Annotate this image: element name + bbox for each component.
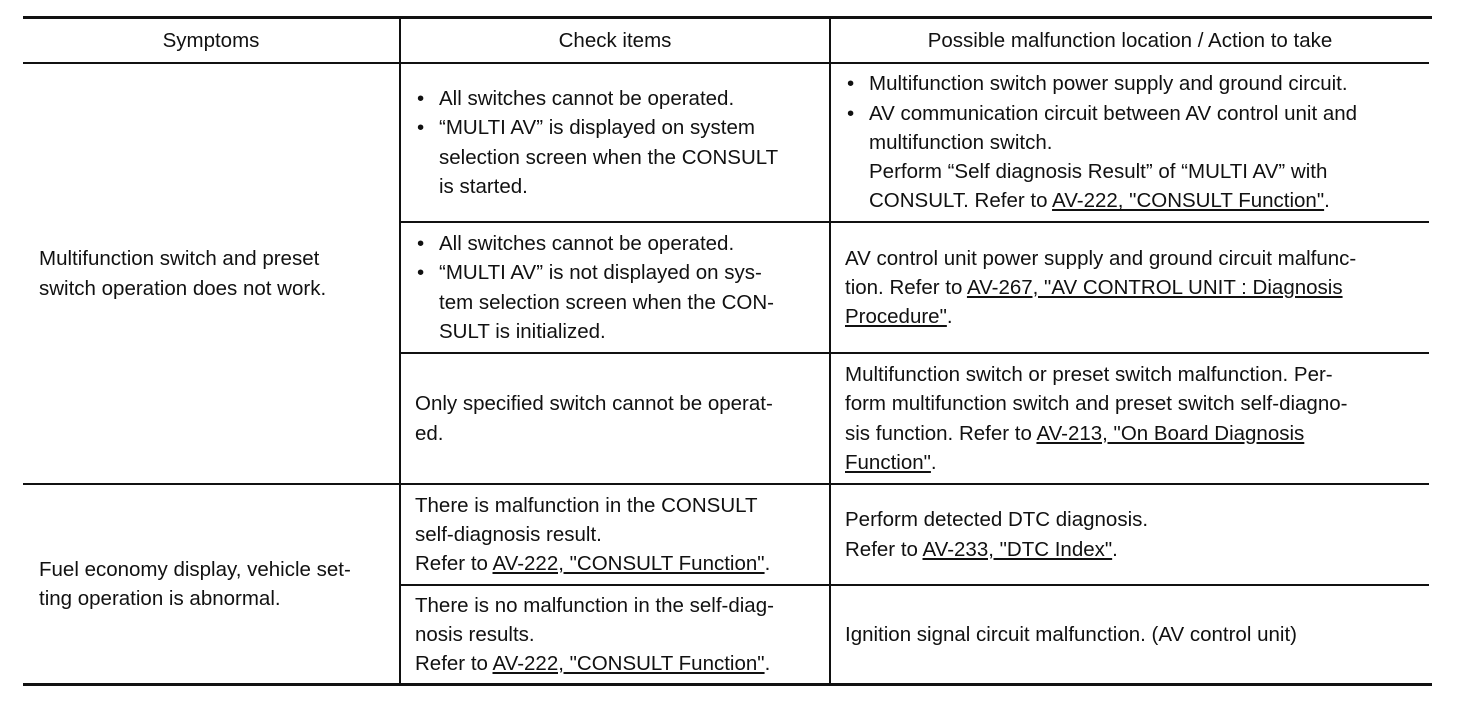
symptom-line: ting operation is abnormal. <box>39 587 281 610</box>
symptom-cell <box>23 64 399 483</box>
check-cell <box>401 354 829 483</box>
action-bullet-list <box>845 69 1429 215</box>
bullet-item: • AV communication circuit between AV control unit and multifunction switch. Perform “Self diagnosis Result” of “MULTI AV” with CONSULT. Refer to AV-222, "CONSULT Function". <box>845 99 1429 216</box>
reference-link[interactable]: AV-267, "AV CONTROL UNIT : Diagnosis <box>966 275 1343 299</box>
action-line: AV control unit power supply and ground circuit malfunc- <box>845 246 1357 270</box>
check-line: Refer to AV-222, "CONSULT Function". <box>415 652 771 676</box>
action-cell <box>831 64 1429 221</box>
action-line: Procedure". <box>845 305 953 329</box>
check-line: ed. <box>415 421 444 445</box>
header-action <box>831 19 1429 62</box>
reference-link[interactable]: AV-222, "CONSULT Function" <box>492 552 765 576</box>
header-action-text: Possible malfunction location / Action to take <box>927 28 1333 52</box>
check-cell <box>401 64 829 221</box>
check-line: self-diagnosis result. <box>415 522 602 546</box>
action-cell <box>831 354 1429 483</box>
bullet-item: • “MULTI AV” is displayed on system selection screen when the CONSULT is started. <box>415 113 829 201</box>
check-line: Refer to AV-222, "CONSULT Function". <box>415 552 771 576</box>
check-line: There is malfunction in the CONSULT <box>415 493 758 517</box>
action-line: Ignition signal circuit malfunction. (AV control unit) <box>845 622 1297 646</box>
action-cell <box>831 485 1429 584</box>
check-bullet-list <box>415 84 829 201</box>
reference-link[interactable]: Procedure" <box>845 305 947 329</box>
action-line: Refer to AV-233, "DTC Index". <box>845 537 1118 561</box>
check-line: There is no malfunction in the self-diag- <box>415 593 774 617</box>
action-line: form multifunction switch and preset switch self-diagno- <box>845 392 1348 416</box>
check-cell <box>401 586 829 683</box>
reference-link[interactable]: Function" <box>845 450 931 474</box>
action-line: Perform detected DTC diagnosis. <box>845 508 1149 532</box>
header-check-items <box>401 19 829 62</box>
action-line: Multifunction switch or preset switch malfunction. Per- <box>845 363 1333 387</box>
bullet-item: • Multifunction switch power supply and ground circuit. <box>845 69 1429 98</box>
symptom-line: Multifunction switch and preset <box>39 247 320 271</box>
action-line: sis function. Refer to AV-213, "On Board Diagnosis <box>845 421 1305 445</box>
bullet-item: • All switches cannot be operated. <box>415 84 829 113</box>
bullet-item: • All switches cannot be operated. <box>415 229 829 258</box>
action-line: tion. Refer to AV-267, "AV CONTROL UNIT : Diagnosis <box>845 275 1343 299</box>
action-line: Function". <box>845 450 937 474</box>
header-symptoms <box>23 19 399 62</box>
check-bullet-list <box>415 229 829 346</box>
header-symptoms-text: Symptoms <box>162 28 260 52</box>
symptom-line: Fuel economy display, vehicle set- <box>39 557 351 581</box>
bullet-item: • “MULTI AV” is not displayed on sys- tem selection screen when the CON- SULT is initialized. <box>415 258 829 346</box>
reference-link[interactable]: AV-222, "CONSULT Function" <box>492 652 765 676</box>
check-cell <box>401 223 829 352</box>
header-check-items-text: Check items <box>558 28 672 52</box>
check-cell <box>401 485 829 584</box>
reference-link[interactable]: AV-233, "DTC Index" <box>922 537 1113 561</box>
reference-link[interactable]: AV-222, "CONSULT Function" <box>1052 189 1325 213</box>
action-cell <box>831 586 1429 683</box>
check-line: nosis results. <box>415 622 535 646</box>
check-line: Only specified switch cannot be operat- <box>415 392 773 416</box>
symptom-line: switch operation does not work. <box>39 276 327 300</box>
reference-link[interactable]: AV-213, "On Board Diagnosis <box>1036 421 1305 445</box>
symptom-cell <box>23 485 399 683</box>
action-cell <box>831 223 1429 352</box>
diagnosis-table <box>23 16 1432 686</box>
